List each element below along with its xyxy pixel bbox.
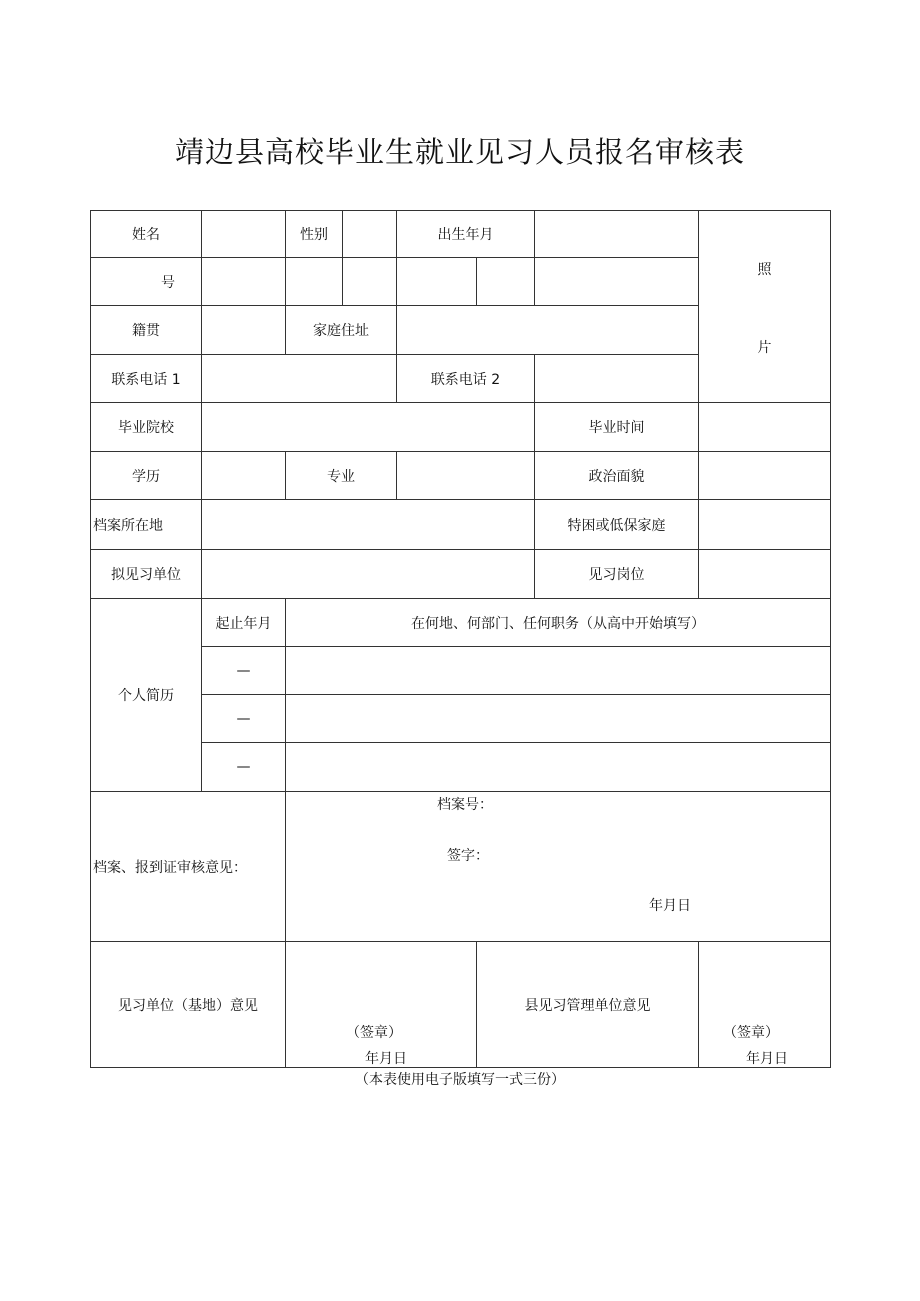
address-label: 家庭住址 — [286, 306, 397, 355]
unit-opinion-area[interactable] — [286, 942, 477, 1068]
resume-period-2[interactable]: — — [202, 695, 286, 743]
address-field[interactable] — [397, 306, 699, 355]
resume-header: 在何地、何部门、任何职务（从高中开始填写） — [286, 599, 831, 647]
resume-label: 个人简历 — [91, 599, 202, 792]
period-header: 起止年月 — [202, 599, 286, 647]
hometown-label: 籍贯 — [91, 306, 202, 355]
signature-label: 签字： — [447, 848, 489, 864]
education-label: 学历 — [91, 452, 202, 500]
intern-post-field[interactable] — [699, 550, 831, 599]
archive-no-label: 档案号： — [437, 797, 493, 813]
id-field-2[interactable] — [286, 258, 343, 306]
county-opinion-area[interactable] — [699, 942, 831, 1068]
page-title: 靖边县高校毕业生就业见习人员报名审核表 — [174, 135, 745, 169]
county-seal-label: （签章） — [723, 1025, 779, 1041]
birth-label: 出生年月 — [397, 211, 535, 258]
id-field-6[interactable] — [535, 258, 699, 306]
phone2-field[interactable] — [535, 355, 699, 403]
resume-period-3[interactable]: — — [202, 743, 286, 792]
resume-period-1[interactable]: — — [202, 647, 286, 695]
birth-field[interactable] — [535, 211, 699, 258]
gender-label: 性别 — [286, 211, 343, 258]
special-family-label: 特困或低保家庭 — [535, 500, 699, 550]
id-field-1[interactable] — [202, 258, 286, 306]
photo-label-top: 照 — [757, 262, 772, 278]
political-label: 政治面貌 — [535, 452, 699, 500]
grad-time-label: 毕业时间 — [535, 403, 699, 452]
name-label: 姓名 — [91, 211, 202, 258]
photo-label-bottom: 片 — [757, 340, 772, 356]
registration-form — [90, 210, 831, 1068]
school-label: 毕业院校 — [91, 403, 202, 452]
grad-time-field[interactable] — [699, 403, 831, 452]
county-opinion-label: 县见习管理单位意见 — [477, 942, 699, 1068]
id-field-5[interactable] — [477, 258, 535, 306]
county-date-label: 年月日 — [746, 1051, 788, 1067]
resume-detail-1[interactable] — [286, 647, 831, 695]
intern-unit-field[interactable] — [202, 550, 535, 599]
unit-seal-label: （签章） — [346, 1025, 402, 1041]
phone2-label: 联系电话 2 — [397, 355, 535, 403]
archive-location-label: 档案所在地 — [91, 500, 202, 550]
archive-review-label: 档案、报到证审核意见： — [91, 792, 286, 942]
unit-opinion-label: 见习单位（基地）意见 — [91, 942, 286, 1068]
archive-date-label: 年月日 — [649, 898, 691, 914]
archive-location-field[interactable] — [202, 500, 535, 550]
phone1-field[interactable] — [202, 355, 397, 403]
major-field[interactable] — [397, 452, 535, 500]
id-field-3[interactable] — [343, 258, 397, 306]
unit-date-label: 年月日 — [365, 1051, 407, 1067]
phone1-label: 联系电话 1 — [91, 355, 202, 403]
major-label: 专业 — [286, 452, 397, 500]
archive-review-area[interactable] — [286, 792, 831, 942]
education-field[interactable] — [202, 452, 286, 500]
id-number-label: 号 — [91, 258, 202, 306]
name-field[interactable] — [202, 211, 286, 258]
intern-unit-label: 拟见习单位 — [91, 550, 202, 599]
intern-post-label: 见习岗位 — [535, 550, 699, 599]
special-family-field[interactable] — [699, 500, 831, 550]
resume-detail-3[interactable] — [286, 743, 831, 792]
footer-note: （本表使用电子版填写一式三份） — [355, 1072, 565, 1088]
photo-box[interactable] — [699, 211, 831, 403]
school-field[interactable] — [202, 403, 535, 452]
political-field[interactable] — [699, 452, 831, 500]
hometown-field[interactable] — [202, 306, 286, 355]
resume-detail-2[interactable] — [286, 695, 831, 743]
id-field-4[interactable] — [397, 258, 477, 306]
gender-field[interactable] — [343, 211, 397, 258]
